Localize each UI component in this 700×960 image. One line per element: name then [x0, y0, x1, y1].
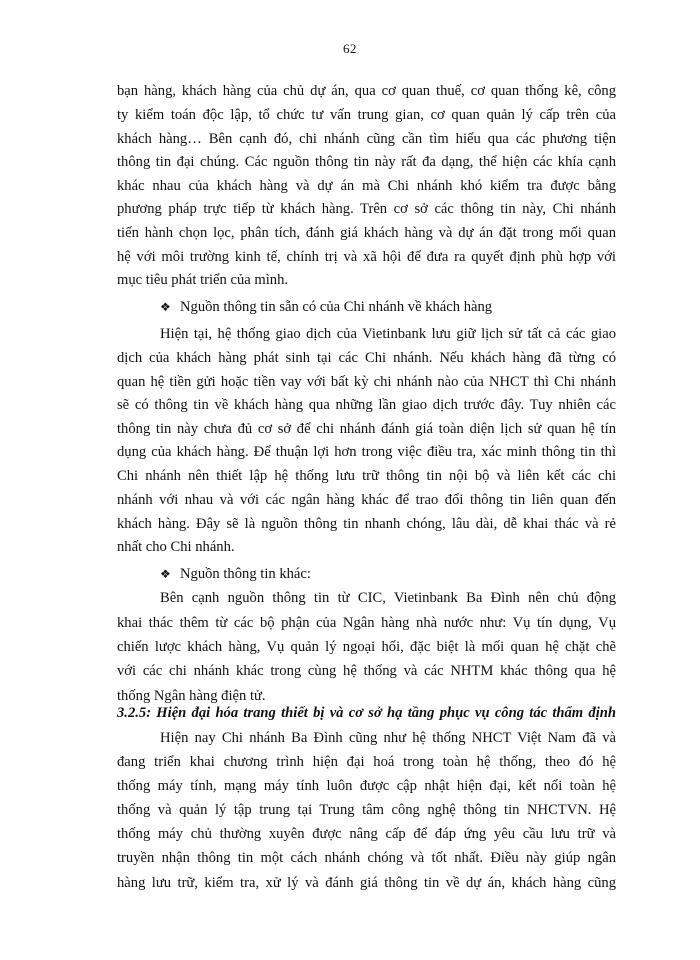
section-heading: 3.2.5: Hiện đại hóa trang thiết bị và cơ sở hạ tầng phục vụ công tác thẩm định [117, 705, 616, 721]
text-line: phương pháp trực tiếp từ khách hàng. Trên cơ sở các thông tin này, Chi nhánh [117, 201, 616, 217]
text-line: thống máy chủ thường xuyên được nâng cấp để đáp ứng yêu cầu lưu trữ và [117, 826, 616, 842]
text-line: Chi nhánh nên thiết lập hệ thống lưu trữ thông tin nội bộ và liên kết các chi [117, 468, 616, 484]
text-line: sẽ có thông tin về khách hàng qua những lần giao dịch trước đây. Tuy nhiên các [117, 397, 616, 413]
text-line: bạn hàng, khách hàng của chủ dự án, qua cơ quan thuế, cơ quan thống kê, công [117, 83, 616, 99]
text-line: thống máy tính, mạng máy tính luôn được cập nhật hiện đại, kết nối toàn hệ [117, 778, 616, 794]
page-number: 62 [343, 41, 357, 56]
text-line: hệ với môi trường kinh tế, chính trị và xã hội để đưa ra quyết định phù hợp với [117, 249, 616, 265]
text-line: thống và quản lý tập trung tại Trung tâm công nghệ thông tin NHCTVN. Hệ [117, 802, 616, 818]
text-line: khai thác thêm từ các bộ phận của Ngân hàng nhà nước như: Vụ tín dụng, Vụ [117, 615, 616, 631]
bullet-item [160, 564, 616, 584]
diamond-bullet-icon: ❖ [160, 300, 171, 314]
text-line: dụng của khách hàng. Để thuận lợi hơn trong việc điều tra, xác minh thông tin thì [117, 444, 616, 460]
text-line: thông tin này chưa đủ cơ sở để chi nhánh đánh giá toàn diện lịch sử quan hệ tín [117, 421, 616, 437]
text-line: ty kiểm toán độc lập, tổ chức tư vấn trung gian, cơ quan quản lý cấp trên của [117, 107, 616, 123]
text-line: tiến hành chọn lọc, phân tích, đánh giá khách hàng và dự án đặt trong mối quan [117, 225, 616, 241]
text-line: khách hàng… Bên cạnh đó, chi nhánh cũng cần tìm hiểu qua các phương tiện [117, 131, 616, 147]
text-line: truyền nhận thông tin một cách nhánh chóng và tốt nhất. Điều này giúp ngân [117, 850, 616, 866]
bullet-text: Nguồn thông tin khác: [180, 566, 311, 582]
text-line: khách hàng. Đây sẽ là nguồn thông tin nhanh chóng, lâu dài, dễ khai thác và rẻ [117, 516, 616, 532]
text-line: chiến lược khách hàng, Vụ quản lý ngoại hối, đặc biệt là mối quan hệ chặt chẽ [117, 639, 616, 655]
text-line: đang triển khai chương trình hiện đại hoá trong toàn hệ thống, theo đó hệ [117, 754, 616, 770]
bullet-text: Nguồn thông tin sẵn có của Chi nhánh về khách hàng [180, 299, 493, 315]
bullet-item [160, 297, 616, 317]
text-line: với các chi nhánh khác trong cùng hệ thống và các NHTM khác thông qua hệ [117, 663, 616, 679]
paragraph-last-line: thống Ngân hàng điện tử. [117, 688, 266, 704]
text-line: thông tin đại chúng. Các nguồn thông tin này rất đa dạng, thể hiện các khía cạnh [117, 154, 616, 170]
paragraph-last-line: mục tiêu phát triển của mình. [117, 272, 289, 288]
paragraph-last-line: nhất cho Chi nhánh. [117, 539, 235, 555]
diamond-bullet-icon: ❖ [160, 567, 171, 581]
text-line: quan hệ tiền gửi hoặc tiền vay với bất kỳ chi nhánh nào của NHCT thì Chi nhánh [117, 374, 616, 390]
text-line: khác nhau của khách hàng và dự án mà Chi nhánh khó kiểm tra được bằng [117, 178, 616, 194]
paragraph-first-line: Hiện nay Chi nhánh Ba Đình cũng như hệ thống NHCT Việt Nam đã và [160, 730, 616, 746]
text-line: hàng lưu trữ, kiểm tra, xử lý và đánh giá thông tin về dự án, khách hàng cũng [117, 875, 616, 891]
text-line: nhánh với nhau và với các ngân hàng khác để trao đổi thông tin liên quan đến [117, 492, 616, 508]
paragraph-first-line: Bên cạnh nguồn thông tin từ CIC, Vietinbank Ba Đình nên chủ động [160, 590, 616, 606]
paragraph-first-line: Hiện tại, hệ thống giao dịch của Vietinbank lưu giữ lịch sử tất cả các giao [160, 326, 616, 342]
text-line: dịch của khách hàng phát sinh tại các Chi nhánh. Nếu khách hàng đã từng có [117, 350, 616, 366]
